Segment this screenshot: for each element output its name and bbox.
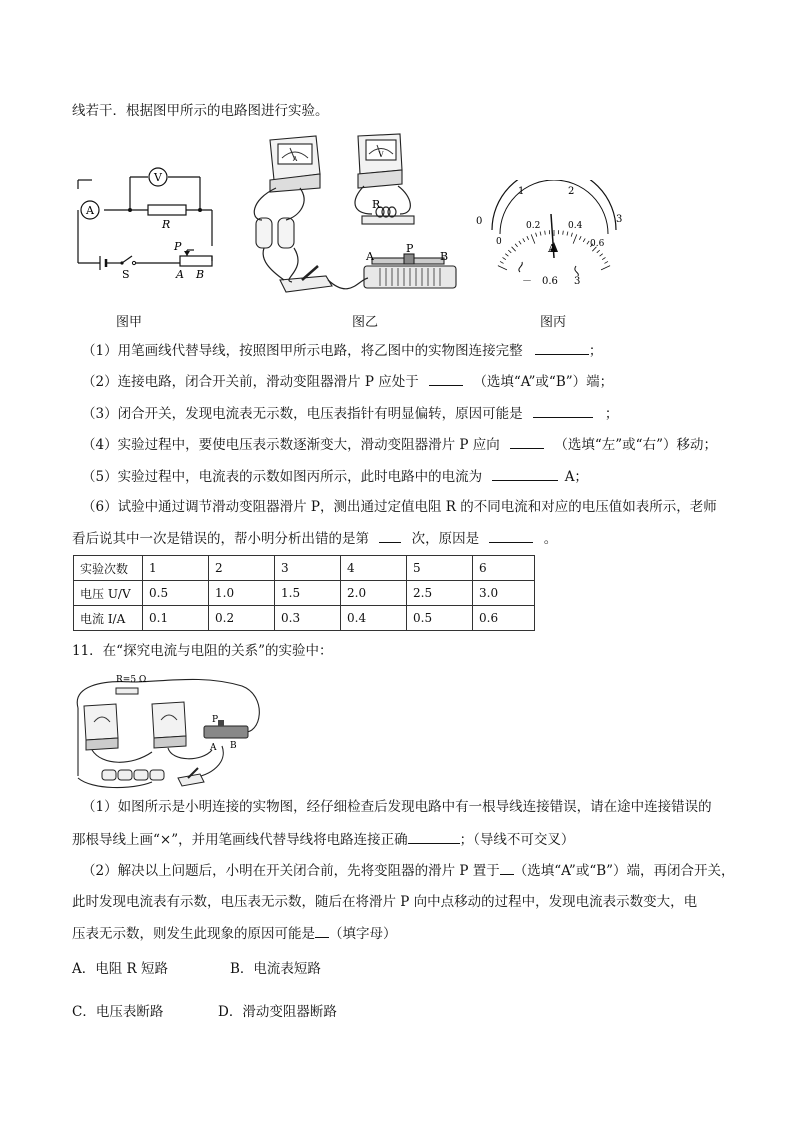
dial-tick <box>508 250 511 253</box>
q10-5: （5）实验过程中，电流表的示数如图丙所示，此时电路中的电流为 A； <box>82 466 588 487</box>
q10-6b: 看后说其中一次是错误的，帮小明分析出错的是第 次，原因是 。 <box>72 528 557 549</box>
q10-6-reason-blank[interactable] <box>489 528 533 543</box>
switch-label: S <box>122 268 130 280</box>
q11-2b: 此时发现电流表有示数，电压表无示数，随后在将滑片 P 向中点移动的过程中，发现电流表示数变大，电 <box>72 894 698 910</box>
q11-1b: 那根导线上画“×”，并用笔画线代替导线将电路连接正确 ；（导线不可交叉） <box>72 829 574 850</box>
dial-tick <box>587 241 589 244</box>
q10-1: （1）用笔画线代替导线，按照图甲所示电路，将乙图中的实物图连接完整 ； <box>82 340 602 361</box>
q10-5-blank[interactable] <box>492 466 558 481</box>
dial-tick <box>505 254 508 256</box>
yi-ammeter-label: A <box>292 156 298 163</box>
data-table <box>73 555 535 631</box>
dial-tick <box>519 241 521 244</box>
dial-tick <box>601 266 610 270</box>
yi-slider-label: P <box>406 242 414 255</box>
dial-tick <box>512 247 516 251</box>
outer-tick-0: 0 <box>476 216 483 227</box>
outer-tick-3: 3 <box>616 214 623 225</box>
caption-bing: 图丙 <box>540 315 567 330</box>
ammeter-symbol: A <box>86 204 94 217</box>
q10-1-blank[interactable] <box>535 340 589 355</box>
q11-end-a-label: A <box>210 743 217 753</box>
end-a-label: A <box>176 268 184 280</box>
terminal-3: 3 <box>574 276 581 287</box>
dial-tick <box>602 257 605 259</box>
slider-label: P <box>174 240 182 253</box>
dial-tick <box>545 231 546 235</box>
q10-6a: （6）试验中通过调节滑动变阻器滑片 P，测出通过定值电阻 R 的不同电流和对应的电压值如表所示，老师 <box>82 499 717 515</box>
q11-option-b[interactable]: B．电流表短路 <box>230 961 321 977</box>
q11-option-c[interactable]: C．电压表断路 <box>72 1004 164 1020</box>
apparatus-figure-yi <box>240 130 470 308</box>
yi-end-b-label: B <box>440 250 449 263</box>
q11-resistor-label: R=5 Ω <box>116 675 147 685</box>
dial-tick <box>500 261 503 263</box>
resistor-label: R <box>162 218 171 231</box>
dial-tick <box>583 238 585 241</box>
q11-1-blank[interactable] <box>408 829 460 844</box>
dial-tick <box>540 232 541 236</box>
inner-tick-3: 0.6 <box>590 239 605 249</box>
table-row: 电压 U/V 0.5 1.0 1.5 2.0 2.5 3.0 <box>74 581 535 606</box>
dial-tick <box>573 234 577 243</box>
q11-apparatus-figure <box>72 666 268 790</box>
intro-text: 线若干．根据图甲所示的电路图进行实验。 <box>72 103 329 119</box>
yi-voltmeter-label: V <box>378 151 384 159</box>
q10-6-count-blank[interactable] <box>379 528 401 543</box>
yi-end-a-label: A <box>366 250 374 263</box>
dial-tick <box>515 244 518 247</box>
q11-option-a[interactable]: A．电阻 R 短路 <box>72 961 168 977</box>
outer-tick-1: 1 <box>518 186 525 197</box>
q10-4-blank[interactable] <box>510 434 544 449</box>
table-row: 电流 I/A 0.1 0.2 0.3 0.4 0.5 0.6 <box>74 606 535 631</box>
q11-option-d[interactable]: D．滑动变阻器断路 <box>218 1004 337 1020</box>
dial-tick <box>503 257 506 259</box>
voltmeter-symbol: V <box>154 171 162 184</box>
q11-2-end-blank[interactable] <box>500 860 514 875</box>
yi-resistor-label: R <box>372 198 381 211</box>
dial-tick <box>597 250 600 253</box>
q11-end-b-label: B <box>230 741 237 751</box>
dial-tick <box>527 236 529 240</box>
ammeter-dial-bing <box>470 180 630 290</box>
q11-slider-label: P <box>212 715 219 725</box>
dial-tick <box>523 238 525 241</box>
caption-yi: 图乙 <box>352 315 379 330</box>
inner-tick-0: 0 <box>496 237 502 247</box>
dial-tick <box>571 233 572 237</box>
q11-title: 11．在“探究电流与电阻的关系”的实验中： <box>72 643 333 659</box>
q11-2a: （2）解决以上问题后，小明在开关闭合前，先将变阻器的滑片 P 置于 （选填“A”或“B”）端，再闭合开关， <box>82 860 735 881</box>
dial-tick <box>563 231 564 235</box>
dial-tick <box>579 236 581 240</box>
q11-1a: （1）如图所示是小明连接的实物图，经仔细检查后发现电路中有一根导线连接错误，请在途中连接错误的 <box>82 799 712 815</box>
q10-3: （3）闭合开关，发现电流表无示数，电压表指针有明显偏转，原因可能是 ； <box>82 403 618 424</box>
terminal-06: 0.6 <box>542 276 558 287</box>
dial-needle-label: A <box>548 242 556 255</box>
q11-2c: 压表无示数，则发生此现象的原因可能是 （填字母） <box>72 923 397 944</box>
dial-tick <box>536 233 537 237</box>
caption-jia: 图甲 <box>116 315 143 330</box>
table-row: 实验次数 1 2 3 4 5 6 <box>74 556 535 581</box>
dial-tick <box>567 232 568 236</box>
inner-tick-2: 0.4 <box>568 221 583 231</box>
q10-2: （2）连接电路，闭合开关前，滑动变阻器滑片 P 应处于 （选填“A”或“B”）端； <box>82 371 613 392</box>
outer-tick-2: 2 <box>568 186 575 197</box>
inner-tick-1: 0.2 <box>526 221 541 231</box>
terminal-minus: － <box>522 276 532 287</box>
q10-2-blank[interactable] <box>429 371 463 386</box>
q11-2-letter-blank[interactable] <box>315 923 329 938</box>
dial-tick <box>600 254 603 256</box>
q10-3-blank[interactable] <box>533 403 593 418</box>
q10-4: （4）实验过程中，要使电压表示数逐渐变大，滑动变阻器滑片 P 应向 （选填“左”或“右”）移动； <box>82 434 717 455</box>
dial-tick <box>531 234 535 243</box>
dial-tick <box>498 266 507 270</box>
dial-tick <box>604 261 607 263</box>
circuit-diagram-jia <box>70 160 230 280</box>
end-b-label: B <box>196 268 205 280</box>
